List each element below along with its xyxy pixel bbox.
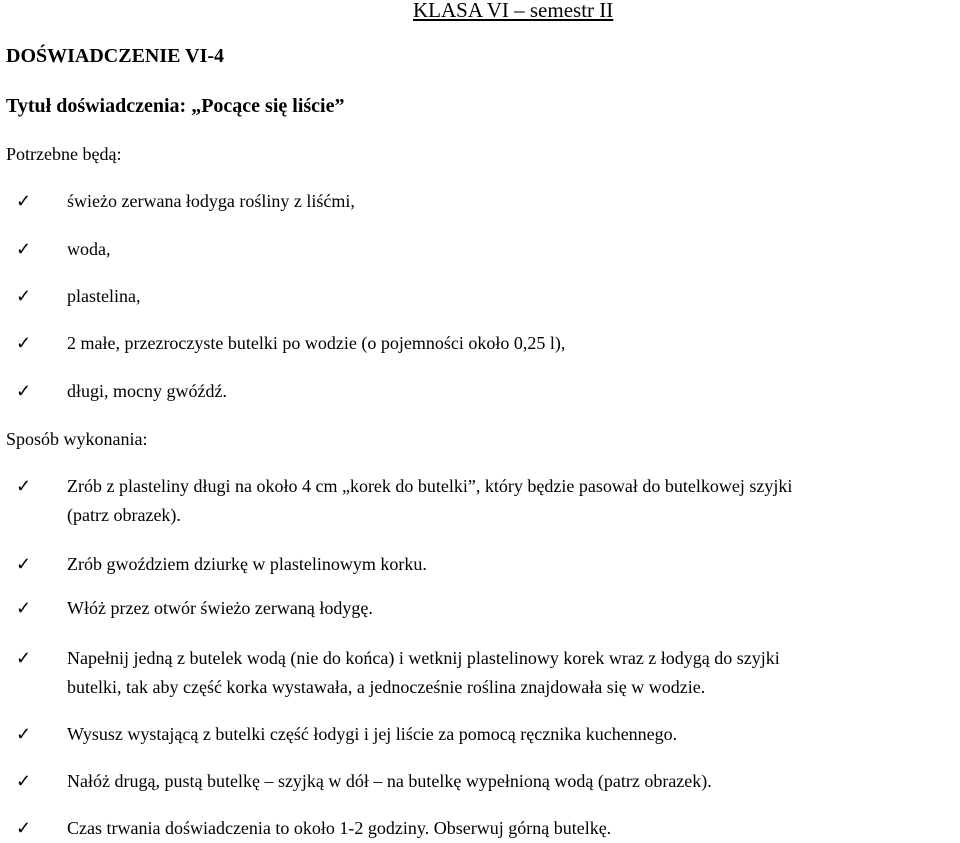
step-text: Włóż przez otwór świeżo zerwaną łodygę. — [67, 598, 373, 618]
experiment-id-heading: DOŚWIADCZENIE VI-4 — [6, 45, 225, 67]
checkmark-icon: ✓ — [16, 771, 32, 791]
checkmark-icon: ✓ — [16, 191, 32, 211]
material-text: plastelina, — [67, 286, 141, 306]
experiment-title-line — [6, 94, 344, 118]
step-text: Zrób z plasteliny długi na około 4 cm „korek do butelki”, który będzie pasował do butelkowej szyjki (patrz obrazek). — [67, 476, 793, 525]
step-text: Napełnij jedną z butelek wodą (nie do końca) i wetknij plastelinowy korek wraz z łodygą do szyjki butelki, tak aby część korka wystawała, a jednocześnie roślina znajdowała się w wodzie. — [67, 648, 780, 697]
step-text: Nałóż drugą, pustą butelkę – szyjką w dół – na butelkę wypełnioną wodą (patrz obrazek). — [67, 771, 712, 791]
experiment-title: „Pocące się liście” — [191, 95, 345, 117]
checkmark-icon: ✓ — [16, 554, 32, 574]
materials-label: Potrzebne będą: — [6, 144, 122, 164]
checkmark-icon: ✓ — [16, 598, 32, 618]
material-text: woda, — [67, 239, 111, 259]
checkmark-icon: ✓ — [16, 239, 32, 259]
step-text: Wysusz wystającą z butelki część łodygi i jej liście za pomocą ręcznika kuchennego. — [67, 724, 678, 744]
material-text: długi, mocny gwóźdź. — [67, 381, 227, 401]
checkmark-icon: ✓ — [16, 648, 32, 668]
material-text: 2 małe, przezroczyste butelki po wodzie (o pojemności około 0,25 l), — [67, 333, 566, 353]
experiment-title-prefix: Tytuł doświadczenia: — [6, 95, 192, 117]
step-text: Czas trwania doświadczenia to około 1-2 godziny. Obserwuj górną butelkę. — [67, 818, 612, 838]
page-header-class-semester: KLASA VI – semestr II — [413, 0, 614, 22]
material-text: świeżo zerwana łodyga rośliny z liśćmi, — [67, 191, 355, 211]
checkmark-icon: ✓ — [16, 286, 32, 306]
checkmark-icon: ✓ — [16, 333, 32, 353]
procedure-label: Sposób wykonania: — [6, 429, 148, 449]
checkmark-icon: ✓ — [16, 818, 32, 838]
checkmark-icon: ✓ — [16, 476, 32, 496]
step-text: Zrób gwoździem dziurkę w plastelinowym korku. — [67, 554, 427, 574]
checkmark-icon: ✓ — [16, 724, 32, 744]
checkmark-icon: ✓ — [16, 381, 32, 401]
